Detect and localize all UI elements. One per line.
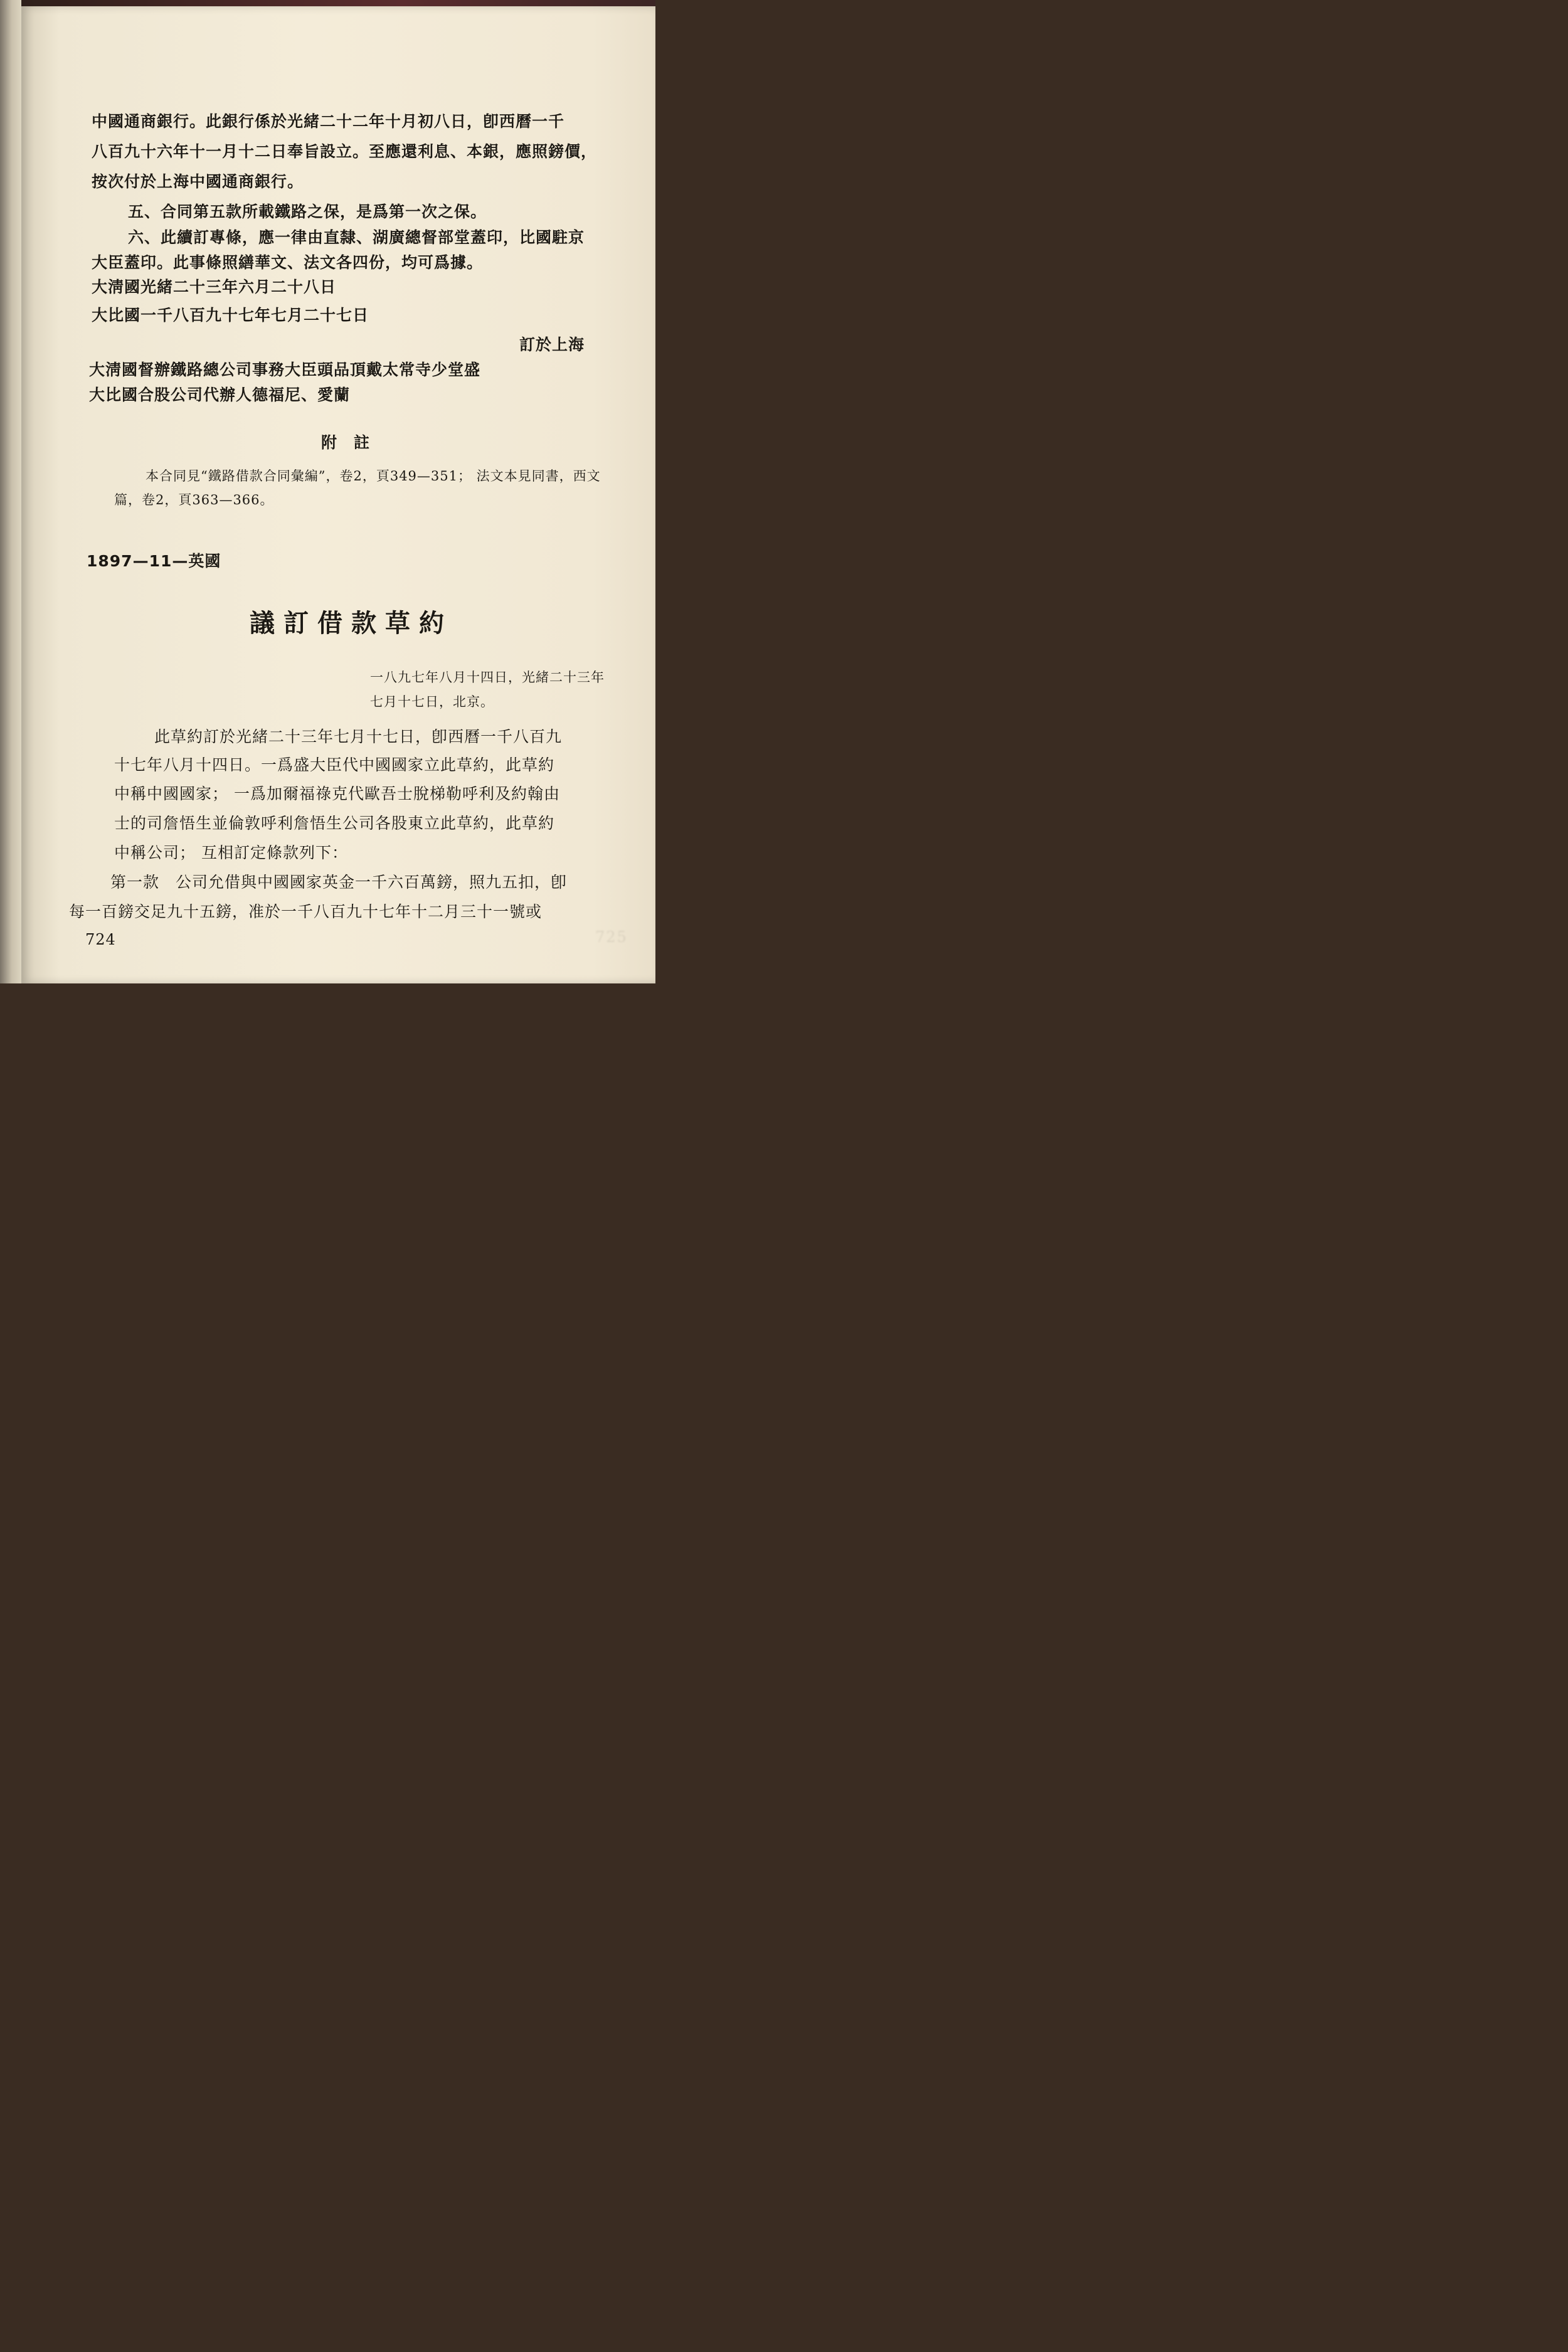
entry-header: 1897—11—英國 [87,552,221,570]
adjacent-page-edge [0,0,21,983]
signatory-qing: 大淸國督辦鐵路總公司事務大臣頭品頂戴太常寺少堂盛 [89,361,481,379]
body-line-7: 每一百鎊交足九十五鎊，准於一千八百九十七年十二月三十一號或 [69,903,543,921]
body-line-4: 士的司詹悟生並倫敦呼利詹悟生公司各股東立此草約，此草約 [114,814,555,832]
body-line-5: 中稱公司； 互相訂定條款列下： [114,844,348,862]
text-line-6: 大臣蓋印。此事條照繕華文、法文各四份，均可爲據。 [92,253,484,272]
note-line-1: 本合同見“鐵路借款合同彙編”，卷2，頁349—351； 法文本見同書，西文 [146,469,601,484]
book-page [21,6,655,983]
text-line-3: 按次付於上海中國通商銀行。 [92,172,304,191]
body-line-1: 此草約訂於光緒二十三年七月十七日，卽西曆一千八百九 [154,728,563,746]
date-qing: 大淸國光緒二十三年六月二十八日 [92,278,337,296]
page-number: 724 [85,931,116,948]
text-line-5: 六、此續訂專條，應一律由直隸、湖廣總督部堂蓋印，比國駐京 [128,228,585,246]
document-title: 議訂借款草約 [250,609,453,638]
body-line-2: 十七年八月十四日。一爲盛大臣代中國國家立此草約，此草約 [114,756,555,774]
text-line-2: 八百九十六年十一月十二日奉旨設立。至應還利息、本銀，應照鎊價， [92,142,598,161]
signatory-belgium: 大比國合股公司代辦人德福尼、愛蘭 [89,386,351,404]
body-line-6: 第一款 公司允借與中國國家英金一千六百萬鎊，照九五扣，卽 [110,873,568,891]
bleed-through-page-number: 725 [595,928,628,946]
body-line-3: 中稱中國國家； 一爲加爾福祿克代歐吾士脫梯勒呼利及約翰由 [114,785,560,803]
note-line-2: 篇，卷2，頁363—366。 [114,492,274,507]
text-line-4: 五、合同第五款所載鐵路之保，是爲第一次之保。 [128,203,487,221]
note-heading: 附 註 [321,433,371,452]
date-line-1: 一八九七年八月十四日，光緒二十三年 [370,670,605,685]
signed-at: 訂於上海 [519,336,585,354]
text-line-1: 中國通商銀行。此銀行係於光緒二十二年十月初八日，卽西曆一千 [92,112,565,130]
date-belgium: 大比國一千八百九十七年七月二十七日 [92,306,369,324]
date-line-2: 七月十七日，北京。 [370,694,494,709]
